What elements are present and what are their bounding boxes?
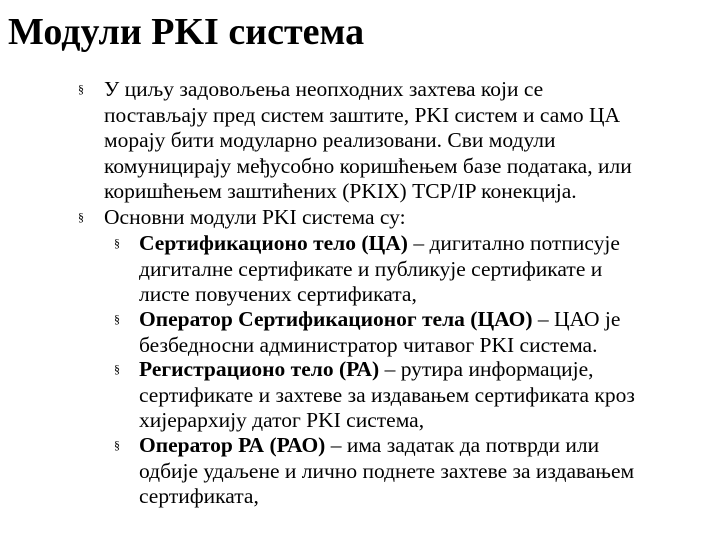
sub-bullet-item (114, 231, 699, 308)
slide-title: Модули PKI система (8, 11, 365, 53)
bullet-line: морају бити модуларно реализовани. Сви модули (104, 128, 556, 153)
bullet-marker-icon: § (114, 312, 120, 326)
bullet-line: хијерархију датог PKI система, (139, 408, 425, 433)
bullet-marker-icon: § (114, 438, 120, 452)
sub-bullet-text: – дигитално потписује (407, 231, 620, 255)
sub-bullet-text: – ЦАО је (532, 307, 621, 331)
sub-bullet-term: Регистрационо тело (РА) (139, 357, 380, 381)
bullet-marker-icon: § (78, 210, 84, 224)
sub-bullet-item (114, 357, 699, 434)
bullet-line: комуницирају међусобно коришћењем базе података, или (104, 153, 632, 178)
sub-bullet-item (114, 307, 699, 358)
bullet-line: сертификате и захтеве за издавањем сертификата кроз (139, 382, 635, 407)
sub-bullet-term: Оператор Сертификационог тела (ЦАО) (139, 307, 533, 331)
bullet-item (78, 205, 704, 231)
bullet-line: коришћењем заштићених (PKIX) TCP/IP конекција. (104, 179, 577, 204)
sub-bullet-item (114, 433, 699, 510)
bullet-marker-icon: § (78, 82, 84, 96)
bullet-line: дигиталне сертификате и публикује сертификате и (139, 256, 603, 281)
sub-bullet-term: Сертификационо тело (ЦА) (139, 231, 408, 255)
bullet-line: безбедносни администратор читавог PKI система. (139, 332, 598, 357)
bullet-line: одбије удаљене и лично поднете захтеве за издавањем (139, 458, 635, 483)
bullet-line: постављају пред систем заштите, PKI систем и само ЦА (104, 102, 621, 127)
bullet-line: Основни модули PKI система су: (104, 205, 406, 229)
bullet-line: сертификата, (139, 484, 259, 509)
sub-bullet-term: Оператор РА (РАО) (139, 433, 326, 457)
bullet-line: У циљу задовољења неопходних захтева који се (104, 77, 544, 101)
sub-bullet-text: – рутира информације, (379, 357, 594, 381)
bullet-item (78, 77, 704, 205)
sub-bullet-text: – има задатак да потврди или (325, 433, 600, 457)
bullet-marker-icon: § (114, 362, 120, 376)
bullet-marker-icon: § (114, 236, 120, 250)
bullet-line: листе повучених сертификата, (139, 282, 417, 307)
